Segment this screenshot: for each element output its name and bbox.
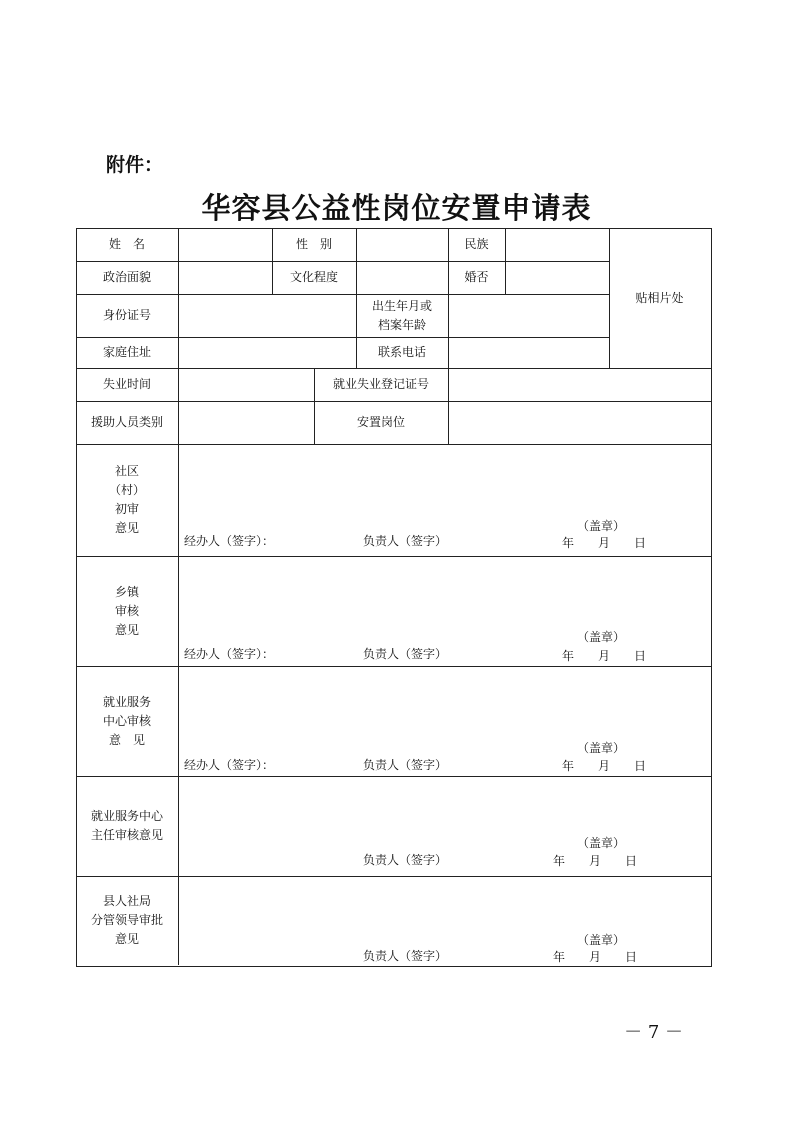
aid-category-label: 援助人员类别: [90, 415, 163, 429]
operator-signature-label: 经办人（签字）：: [184, 758, 275, 772]
community-opinion-label: [76, 444, 178, 556]
position-field[interactable]: [448, 401, 710, 444]
opinion-label-line: 就业服务中心: [90, 809, 163, 823]
name-field[interactable]: [178, 228, 272, 261]
bureau-approval-label: [76, 876, 178, 965]
opinion-label-line: 主任审核意见: [90, 828, 163, 842]
address-label: 家庭住址: [102, 345, 151, 359]
opinion-label-line: 就业服务: [102, 694, 151, 709]
opinion-label-line: 分管领导审批: [90, 913, 163, 927]
date-label: 年 月 日: [553, 854, 638, 868]
reg-number-label: 就业失业登记证号: [332, 377, 429, 391]
gender-field[interactable]: [356, 228, 448, 261]
seal-label: （盖章）: [577, 836, 626, 850]
operator-signature-label: 经办人（签字）：: [184, 647, 275, 661]
ethnicity-label: 民族: [464, 237, 489, 251]
birth-label-line1: 出生年月或: [371, 298, 432, 313]
birth-label-line2: 档案年龄: [377, 317, 426, 332]
politics-label: 政治面貌: [102, 270, 151, 284]
opinion-label-line: 意见: [114, 521, 139, 535]
date-label: 年 月 日: [553, 950, 638, 964]
marital-label: 婚否: [464, 270, 489, 284]
address-field[interactable]: [178, 337, 356, 368]
politics-field[interactable]: [178, 261, 272, 294]
opinion-label-line: 乡镇: [114, 584, 139, 599]
seal-label: （盖章）: [577, 933, 626, 947]
opinion-label-line: 中心审核: [102, 713, 151, 728]
attachment-label: 附件：: [106, 154, 164, 176]
ethnicity-field[interactable]: [505, 228, 609, 261]
form-title: 华容县公益性岗位安置申请表: [201, 191, 592, 225]
phone-label: 联系电话: [377, 345, 426, 359]
page-number: － 7 －: [624, 1022, 683, 1043]
opinion-label-line: （村）: [108, 483, 145, 497]
unemployed-time-field[interactable]: [178, 368, 314, 401]
name-label: 姓 名: [108, 237, 145, 251]
seal-label: （盖章）: [577, 519, 626, 533]
operator-signature-label: 经办人（签字）：: [184, 534, 275, 548]
opinion-label-line: 县人社局: [102, 894, 151, 908]
phone-field[interactable]: [448, 337, 609, 368]
photo-placeholder[interactable]: [609, 228, 710, 368]
id-number-field[interactable]: [178, 294, 356, 337]
seal-label: （盖章）: [577, 741, 626, 755]
service-center-opinion-label: [76, 666, 178, 776]
seal-label: （盖章）: [577, 630, 626, 644]
aid-category-field[interactable]: [178, 401, 314, 444]
unemployed-time-label: 失业时间: [102, 377, 151, 391]
township-opinion-label: [76, 556, 178, 666]
gender-label: 性 别: [295, 237, 332, 251]
leader-signature-label: 负责人（签字）: [363, 647, 448, 661]
date-label: 年 月 日: [562, 536, 647, 550]
leader-signature-label: 负责人（签字）: [363, 949, 448, 963]
reg-number-field[interactable]: [448, 368, 710, 401]
leader-signature-label: 负责人（签字）: [363, 758, 448, 772]
leader-signature-label: 负责人（签字）: [363, 853, 448, 867]
opinion-label-line: 社区: [114, 464, 139, 478]
date-label: 年 月 日: [562, 649, 647, 663]
education-label: 文化程度: [289, 270, 338, 284]
opinion-label-line: 审核: [114, 603, 139, 618]
opinion-label-line: 意 见: [108, 732, 145, 747]
id-number-label: 身份证号: [102, 308, 151, 322]
position-label: 安置岗位: [356, 415, 405, 429]
opinion-label-line: 意见: [114, 932, 139, 946]
photo-label: 贴相片处: [635, 290, 684, 305]
director-opinion-label: [76, 776, 178, 876]
marital-field[interactable]: [505, 261, 609, 294]
date-label: 年 月 日: [562, 759, 647, 773]
opinion-label-line: 意见: [114, 622, 139, 637]
birth-field[interactable]: [448, 294, 609, 337]
leader-signature-label: 负责人（签字）: [363, 534, 448, 548]
opinion-label-line: 初审: [114, 502, 139, 516]
birth-label: [356, 294, 448, 337]
education-field[interactable]: [356, 261, 448, 294]
